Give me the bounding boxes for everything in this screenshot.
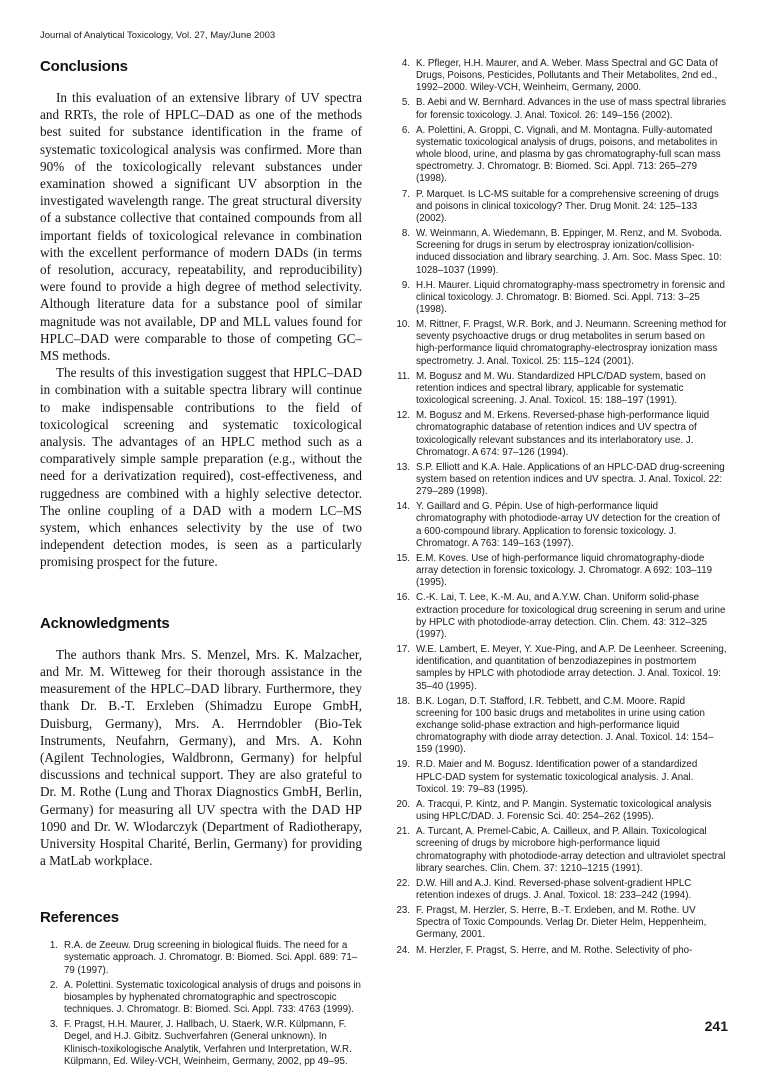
reference-item <box>392 125 728 186</box>
reference-number: 4. <box>401 58 410 69</box>
reference-text: W. Weinmann, A. Wiedemann, B. Eppinger, M. Renz, and M. Svoboda. Screening for drugs in serum by electrospray ionization/collision-induced dissociation and library searching. J. Am. Soc. Mass Spec. 10: 1028–1037 (1999). <box>416 228 723 276</box>
reference-text: M. Bogusz and M. Wu. Standardized HPLC/DAD system, based on retention indices and spectral library, applicable for systematic toxicological screening. J. Anal. Toxicol. 15: 188–197 (1991). <box>416 370 706 407</box>
reference-number: 1. <box>49 940 58 952</box>
reference-text: K. Pfleger, H.H. Maurer, and A. Weber. Mass Spectral and GC Data of Drugs, Poisons, Pesticides, Pollutants and Their Metabolites, 2nd ed., 1992–2000. Wiley-VCH, Weinheim, Germany, 2000. <box>416 58 718 94</box>
reference-number: 5. <box>401 97 410 109</box>
reference-text: R.A. de Zeeuw. Drug screening in biological fluids. The need for a systematic approach. J. Chromatogr. B: Biomed. Sci. Appl. 689: 71–79 (1997). <box>64 940 358 976</box>
reference-text: F. Pragst, M. Herzler, S. Herre, B.-T. Erxleben, and M. Rothe. UV Spectra of Toxic Compounds. Verlag Dr. Dieter Helm, Heppenheim, Germany, 2001. <box>416 905 707 941</box>
reference-item <box>40 940 362 976</box>
acknowledgments-heading: Acknowledgments <box>40 614 170 632</box>
conclusions-heading: Conclusions <box>40 58 128 75</box>
left-column <box>40 58 362 1071</box>
reference-item <box>392 759 728 795</box>
reference-number: 13. <box>396 461 410 473</box>
reference-number: 2. <box>49 979 58 991</box>
reference-item <box>392 462 728 498</box>
reference-number: 14. <box>396 501 410 513</box>
reference-number: 8. <box>401 228 410 240</box>
reference-text: P. Marquet. Is LC-MS suitable for a comprehensive screening of drugs and poisons in clinical toxicology? Ther. Drug Monit. 24: 125–133 (2002). <box>416 188 719 224</box>
references-list-right <box>392 58 728 957</box>
reference-number: 12. <box>396 410 410 422</box>
reference-number: 9. <box>401 279 410 291</box>
reference-item <box>40 1019 362 1068</box>
reference-text: A. Tracqui, P. Kintz, and P. Mangin. Systematic toxicological analysis using HPLC/DAD. J. Forensic Sci. 40: 254–262 (1995). <box>416 798 712 823</box>
references-list-left <box>40 940 362 1068</box>
reference-number: 20. <box>396 798 410 810</box>
reference-item <box>392 319 728 368</box>
running-head: Journal of Analytical Toxicology, Vol. 27, May/June 2003 <box>40 30 276 41</box>
reference-text: M. Rittner, F. Pragst, W.R. Bork, and J. Neumann. Screening method for seventy psychoactive drugs or drug metabolites in serum based on high-performance liquid chromatography-electrospray ionization mass spectrometry. J. Anal. Toxicol. 25: 115–124 (2001). <box>416 319 727 367</box>
reference-item <box>392 592 728 641</box>
reference-item <box>392 905 728 941</box>
reference-number: 23. <box>396 905 410 917</box>
reference-number: 18. <box>396 695 410 707</box>
reference-text: F. Pragst, H.H. Maurer, J. Hallbach, U. Staerk, W.R. Külpmann, F. Degel, and H.J. Gibitz. Suchverfahren (General unknown). In Klinisch-toxikologische Analytik, Verfahren und Interpretation, W.R. Külpmann, Ed. Wiley-VCH, Weinheim, Germany, 2002, pp 49–95. <box>64 1019 352 1067</box>
acknowledgments-paragraph: The authors thank Mrs. S. Menzel, Mrs. K. Malzacher, and Mr. M. Witteweg for their thorough assistance in the measurement of the HPLC–DAD library. Furthermore, they thank Dr. B.-T. Erxleben (Shimadzu Europe GmbH, Duisburg, Germany), Mrs. A. Herrndobler (Bio-Tek Instruments, Neufahrn, Germany), and Mrs. A. Kohn (Agilent Technologies, Waldbronn, Germany) for helpful discussions and technical support. They are also grateful to Dr. M. Rothe (Lung and Thorax Diagnostics GmbH, Berlin, Germany) for measuring all UV spectra with the DAD HP 1090 and Dr. W. Wlodarczyk (Department of Radiotherapy, University Hospital Charité, Berlin, Germany) for providing a MatLab workplace. <box>40 646 362 869</box>
reference-text: H.H. Maurer. Liquid chromatography-mass spectrometry in forensic and clinical toxicology. J. Chromatogr. B: Biomed. Sci. Appl. 713: 3–25 (1998). <box>416 279 725 315</box>
reference-text: Y. Gaillard and G. Pépin. Use of high-performance liquid chromatography with photodiode-array UV detection for the creation of a 600-compound library. Application to forensic toxicology. J. Chromatogr. A 763: 149–163 (1997). <box>416 501 721 549</box>
reference-item <box>392 878 728 902</box>
reference-text: A. Polettini. Systematic toxicological analysis of drugs and poisons in biosamples by hyphenated chromatographic and spectroscopic techniques. J. Chromatogr. B: Biomed. Sci. Appl. 733: 4763 (1999). <box>64 979 361 1016</box>
conclusions-body <box>40 89 362 571</box>
reference-number: 3. <box>49 1019 58 1031</box>
reference-text: W.E. Lambert, E. Meyer, Y. Xue-Ping, and A.P. De Leenheer. Screening, identification, and quantitation of benzodiazepines in postmortem samples by HPLC with photodiode array detection. J. Anal. Toxicol. 19: 35–40 (1995). <box>416 644 727 692</box>
reference-number: 11. <box>397 370 410 382</box>
reference-number: 10. <box>396 319 410 331</box>
reference-item <box>392 228 728 277</box>
reference-item <box>40 980 362 1016</box>
reference-item <box>392 501 728 550</box>
reference-text: S.P. Elliott and K.A. Hale. Applications of an HPLC-DAD drug-screening system based on retention indices and UV spectra. J. Anal. Toxicol. 22: 279–289 (1998). <box>416 461 725 498</box>
reference-number: 24. <box>396 944 410 956</box>
reference-item <box>392 553 728 589</box>
reference-item <box>392 58 728 94</box>
reference-number: 6. <box>401 124 410 136</box>
reference-number: 17. <box>396 644 410 656</box>
acknowledgments-body <box>40 646 362 870</box>
reference-text: A. Polettini, A. Groppi, C. Vignali, and M. Montagna. Fully-automated systematic toxicological analysis of drugs, poisons, and metabolites in whole blood, urine, and plasma by gas chromatography-full scan mass spectrometry. J. Chromatogr. B: Biomed. Sci. Appl. 713: 265–279 (1998). <box>416 124 721 185</box>
reference-number: 22. <box>396 877 410 889</box>
reference-item <box>392 945 728 957</box>
reference-number: 16. <box>396 592 410 604</box>
reference-item <box>392 644 728 693</box>
reference-text: A. Turcant, A. Premel-Cabic, A. Cailleux, and P. Allain. Toxicological screening of drugs by microbore high-performance liquid chromatography with photodiode-array detection and ultraviolet spectral library searches. Clin. Chem. 37: 1210–1215 (1991). <box>416 826 726 874</box>
reference-number: 21. <box>396 826 410 838</box>
reference-text: B. Aebi and W. Bernhard. Advances in the use of mass spectral libraries for forensic toxicology. J. Anal. Toxicol. 26: 149–156 (2002). <box>416 97 726 121</box>
reference-text: C.-K. Lai, T. Lee, K.-M. Au, and A.Y.W. Chan. Uniform solid-phase extraction procedure for toxicological drug screening in serum and urine by HPLC with photodiode-array detection. Clin. Chem. 43: 312–325 (1997). <box>416 592 726 640</box>
reference-item <box>392 280 728 316</box>
conclusions-paragraph: The results of this investigation suggest that HPLC–DAD in combination with a suitable spectra library will continue to make indispensable contributions to the field of toxicological screening and systematic toxicological analysis. The advantages of an HPLC method such as a comparatively simple sample preparation (e.g., without the need for a derivatization required), cost-effectiveness, and ruggedness are combined with a highly selective detector. The online coupling of a DAD with a modern LC–MS system, which enhances selectivity by the use of two independent detection modes, is seen as a particularly promising prospect for the future. <box>40 365 362 570</box>
right-column <box>392 58 728 960</box>
reference-number: 19. <box>396 759 410 771</box>
reference-text: E.M. Koves. Use of high-performance liquid chromatography-diode array detection in forensic toxicology. J. Chromatogr. A 692: 103–119 (1995). <box>416 552 713 589</box>
reference-item <box>392 97 728 121</box>
reference-item <box>392 371 728 407</box>
reference-item <box>392 410 728 459</box>
conclusions-paragraph: In this evaluation of an extensive library of UV spectra and RRTs, the role of HPLC–DAD as one of the methods best suited for substance identification in the frame of systematic toxicological analysis was confirmed. More than 90% of the toxicologically relevant substances under examination showed a significant UV absorption in the investigated wavelength range. The great structural diversity of a substance collective that contained compounds from all important fields of toxicological relevance in combination with the excellent performance of modern DADs (in terms of resolution, accuracy, repeatability, and reproducibility) were found to provide a high degree of method selectivity. Although literature data for a substance pool of similar magnitude was not available, DP and MLL values found for HPLC–DAD were comparable to those of competing GC–MS methods. <box>40 90 362 364</box>
references-heading: References <box>40 909 119 927</box>
reference-number: 7. <box>401 188 410 200</box>
page-number: 241 <box>704 1018 728 1034</box>
reference-text: M. Bogusz and M. Erkens. Reversed-phase high-performance liquid chromatographic database of retention indices and UV spectra of toxicologically relevant substances and its interlaboratory use. J. Chromatogr. A 674: 97–126 (1994). <box>416 410 710 458</box>
reference-item <box>392 826 728 875</box>
reference-text: D.W. Hill and A.J. Kind. Reversed-phase solvent-gradient HPLC retention indexes of drugs. J. Anal. Toxicol. 18: 233–242 (1994). <box>416 877 692 901</box>
reference-item <box>392 696 728 757</box>
reference-item <box>392 189 728 225</box>
reference-number: 15. <box>396 552 410 564</box>
reference-text: M. Herzler, F. Pragst, S. Herre, and M. Rothe. Selectivity of pho- <box>416 944 693 956</box>
reference-text: R.D. Maier and M. Bogusz. Identification power of a standardized HPLC-DAD system for systematic toxicological analysis. J. Anal. Toxicol. 19: 79–83 (1995). <box>416 759 698 795</box>
reference-text: B.K. Logan, D.T. Stafford, I.R. Tebbett, and C.M. Moore. Rapid screening for 100 basic drugs and metabolites in urine using cation exchange solid-phase extraction and high-performance liquid chromatography with diode array detection. J. Anal. Toxicol. 14: 154–159 (1990). <box>416 695 714 756</box>
reference-item <box>392 799 728 823</box>
